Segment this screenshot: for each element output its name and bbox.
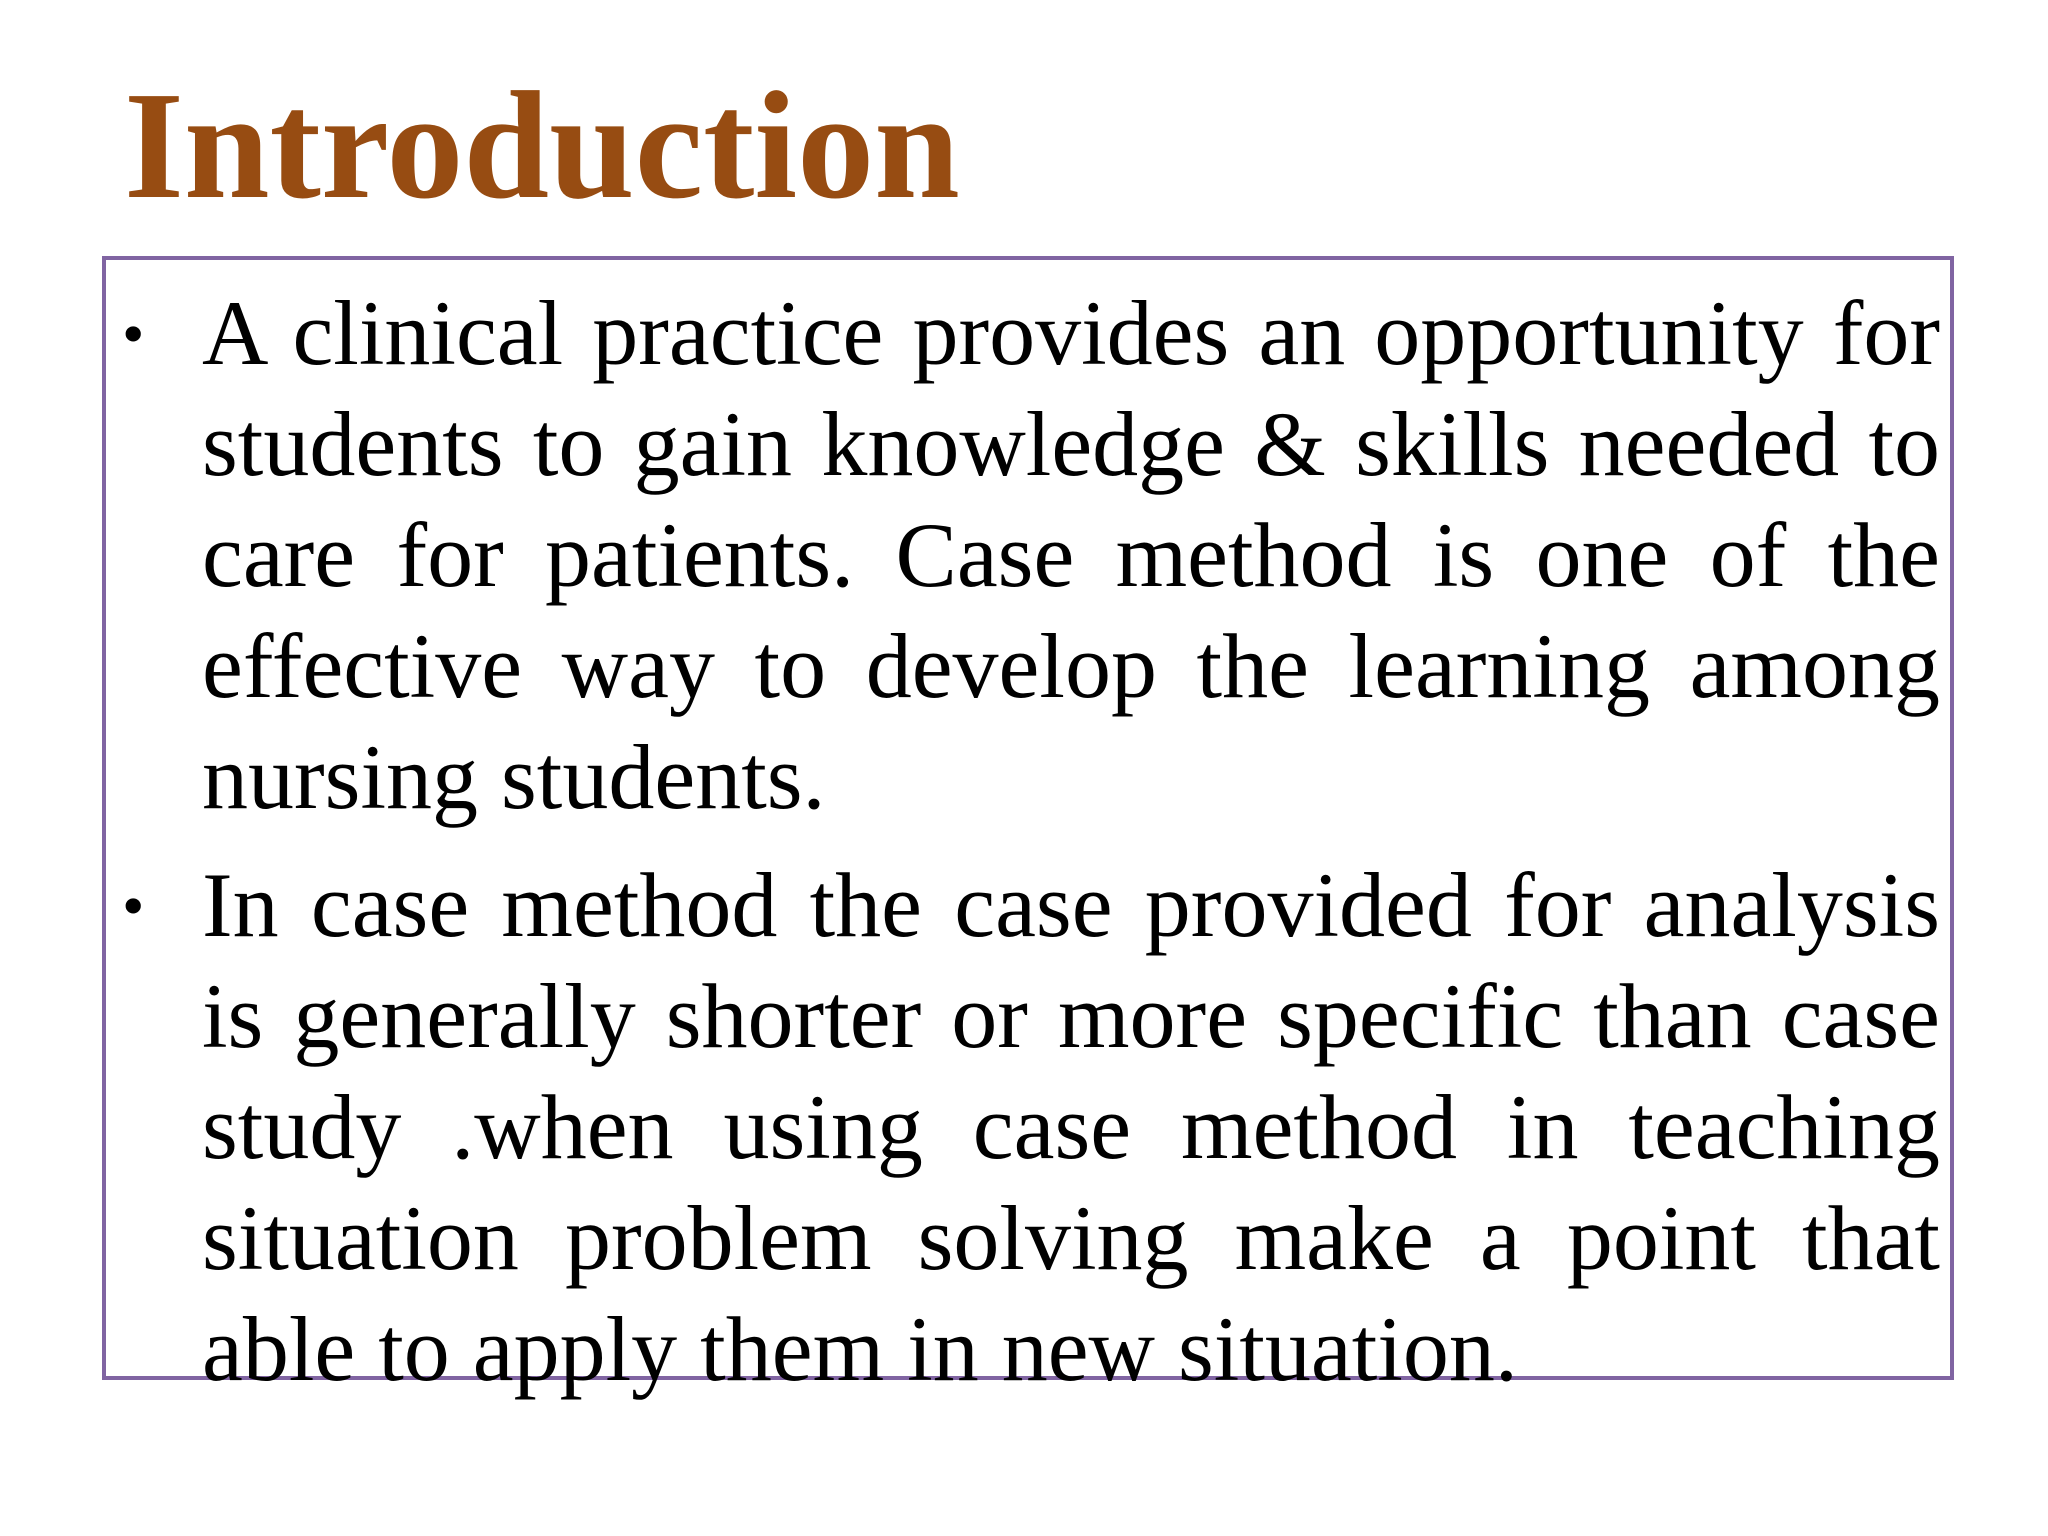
bullet-text-1: A clinical practice provides an opportunity for students to gain knowledge & skills needed to care for patients. Case method is one of the effective way to develop the learning among nursing students. xyxy=(202,282,1940,828)
bullet-list xyxy=(118,278,1940,1422)
slide-title: Introduction xyxy=(124,61,960,231)
bullet-item-1 xyxy=(118,278,1940,833)
bullet-icon: • xyxy=(122,870,145,941)
bullet-text-2: In case method the case provided for analysis is generally shorter or more specific than case study .when using case method in teaching situation problem solving make a point that able to apply them in new situation. xyxy=(202,854,1940,1400)
bullet-icon: • xyxy=(122,298,145,369)
bullet-item-2 xyxy=(118,850,1940,1405)
